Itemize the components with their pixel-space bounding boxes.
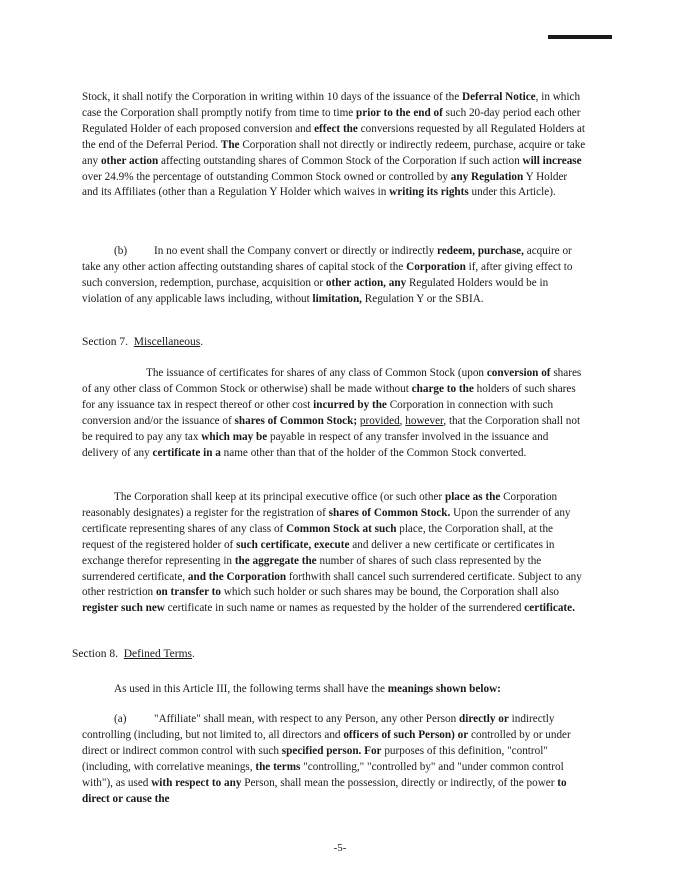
section-7-heading: Section 7. Miscellaneous. bbox=[82, 336, 204, 348]
paragraph-a-affiliate: (a) "Affiliate" shall mean, with respect to any Person, any other Person directly or indirectly controlling (including, but not limited to, all directors and officers of such Person) or controlled by or under direct or indirect common control with such specified person. For purposes of this definition, "control" (including, with correlative meanings, the terms "controlling," "controlled by" and "under common control with"), as used with respect to any Person, shall mean the possession, directly or indirectly, of the power to direct or cause the bbox=[82, 713, 571, 805]
paragraph-conversion-notice: Stock, it shall notify the Corporation in writing within 10 days of the issuance of the Deferral Notice, in which case the Corporation shall promptly notify from time to time prior to the end of such 20-day period each other Regulated Holder of each proposed conversion and effect the conversions requested by all Regulated Holders at the end of the Deferral Period. The Corporation shall not directly or indirectly redeem, purchase, acquire or take any other action affecting outstanding shares of Common Stock of the Corporation if such action will increase over 24.9% the percentage of outstanding Common Stock owned or controlled by any Regulation Y Holder and its Affiliates (other than a Regulation Y Holder which waives in writing its rights under this Article). bbox=[82, 91, 586, 199]
clause-label: (a) bbox=[114, 713, 127, 725]
paragraph-issuance-tax: The issuance of certificates for shares of any class of Common Stock (upon conversion of shares of any other class of Common Stock or otherwise) shall be made without charge to the holders of such shares for any issuance tax in respect thereof or other cost incurred by the Corporation in connection with such conversion and/or the issuance of shares of Common Stock; provided, however, that the Corporation shall not be required to pay any tax which may be payable in respect of any transfer involved in the issuance and delivery of any certificate in a name other than that of the holder of the Common Stock converted. bbox=[82, 367, 582, 459]
paragraph-b: (b) In no event shall the Company convert or directly or indirectly redeem, purchase, acquire or take any other action affecting outstanding shares of capital stock of the Corporation if, after giving effect to such conversion, redemption, purchase, acquisition or other action, any Regulated Holders would be in violation of any applicable laws including, without limitation, Regulation Y or the SBIA. bbox=[82, 245, 573, 305]
section-8-heading: Section 8. Defined Terms. bbox=[72, 648, 195, 660]
corner-mark bbox=[548, 35, 612, 39]
clause-label: (b) bbox=[114, 245, 128, 257]
paragraph-terms-intro: As used in this Article III, the following terms shall have the meanings shown below: bbox=[114, 683, 501, 695]
paragraph-register: The Corporation shall keep at its principal executive office (or such other place as the Corporation reasonably designates) a register for the registration of shares of Common Stock. Upon the surrender of any certificate representing shares of any class of Common Stock at such place, the Corporation shall, at the request of the registered holder of such certificate, execute and deliver a new certificate or certificates in exchange therefor representing in the aggregate the number of shares of such class represented by the surrendered certificate, and the Corporation forthwith shall cancel such surrendered certificate. Subject to any other restriction on transfer to which such holder or such shares may be bound, the Corporation shall also register such new certificate in such name or names as requested by the holder of the surrendered certificate. bbox=[82, 491, 582, 615]
page-number: -5- bbox=[333, 842, 347, 854]
